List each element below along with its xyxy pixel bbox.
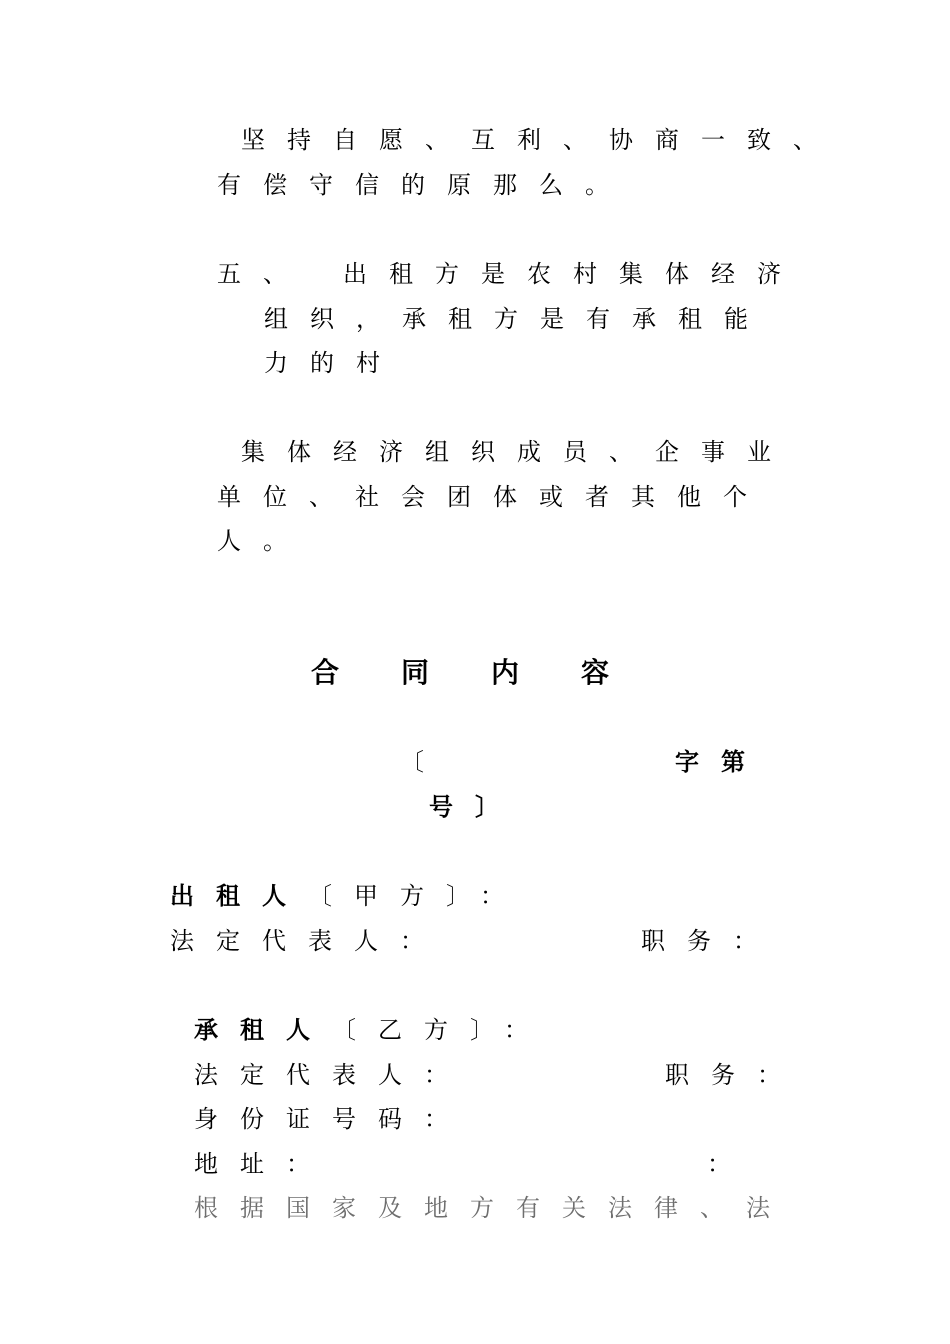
contract-number-word: 字第 (675, 747, 767, 776)
paragraph-line: 集体经济组织成员、企事业 (241, 438, 793, 466)
lessee-label: 承租人 (194, 1015, 332, 1044)
lessee-role: 〔乙方〕： (332, 1016, 550, 1044)
lessee-address-colon: ： (707, 1150, 753, 1178)
lessee-id-label: 身份证号码： (194, 1105, 470, 1133)
lessor-position-label: 职务： (641, 927, 779, 955)
lessor-rep-label: 法定代表人： (170, 927, 446, 955)
lessee-line (194, 1015, 550, 1045)
basis-line: 根据国家及地方有关法律、法 (194, 1194, 792, 1222)
contract-number-open: 〔 (400, 748, 446, 776)
paragraph-line: 力的村 (264, 349, 402, 377)
paragraph-line: 人。 (217, 527, 309, 555)
paragraph-line: 单位、社会团体或者其他个 (217, 483, 769, 511)
paragraph-line: 组织，承租方是有承租能 (264, 305, 770, 333)
lessor-line (170, 881, 526, 911)
lessor-label: 出租人 (170, 881, 308, 910)
lessor-role: 〔甲方〕： (308, 882, 526, 910)
lessee-position-label: 职务： (665, 1061, 803, 1089)
lessee-address-label: 地址： (194, 1150, 332, 1178)
paragraph-line: 五、 出租方是农村集体经济 (217, 260, 803, 288)
contract-title: 合同内容 (311, 656, 672, 689)
paragraph-line: 坚持自愿、互利、协商一致、 (241, 126, 839, 154)
lessee-rep-label: 法定代表人： (194, 1061, 470, 1089)
contract-number-close: 号〕 (429, 792, 521, 821)
paragraph-line: 有偿守信的原那么。 (217, 171, 631, 199)
